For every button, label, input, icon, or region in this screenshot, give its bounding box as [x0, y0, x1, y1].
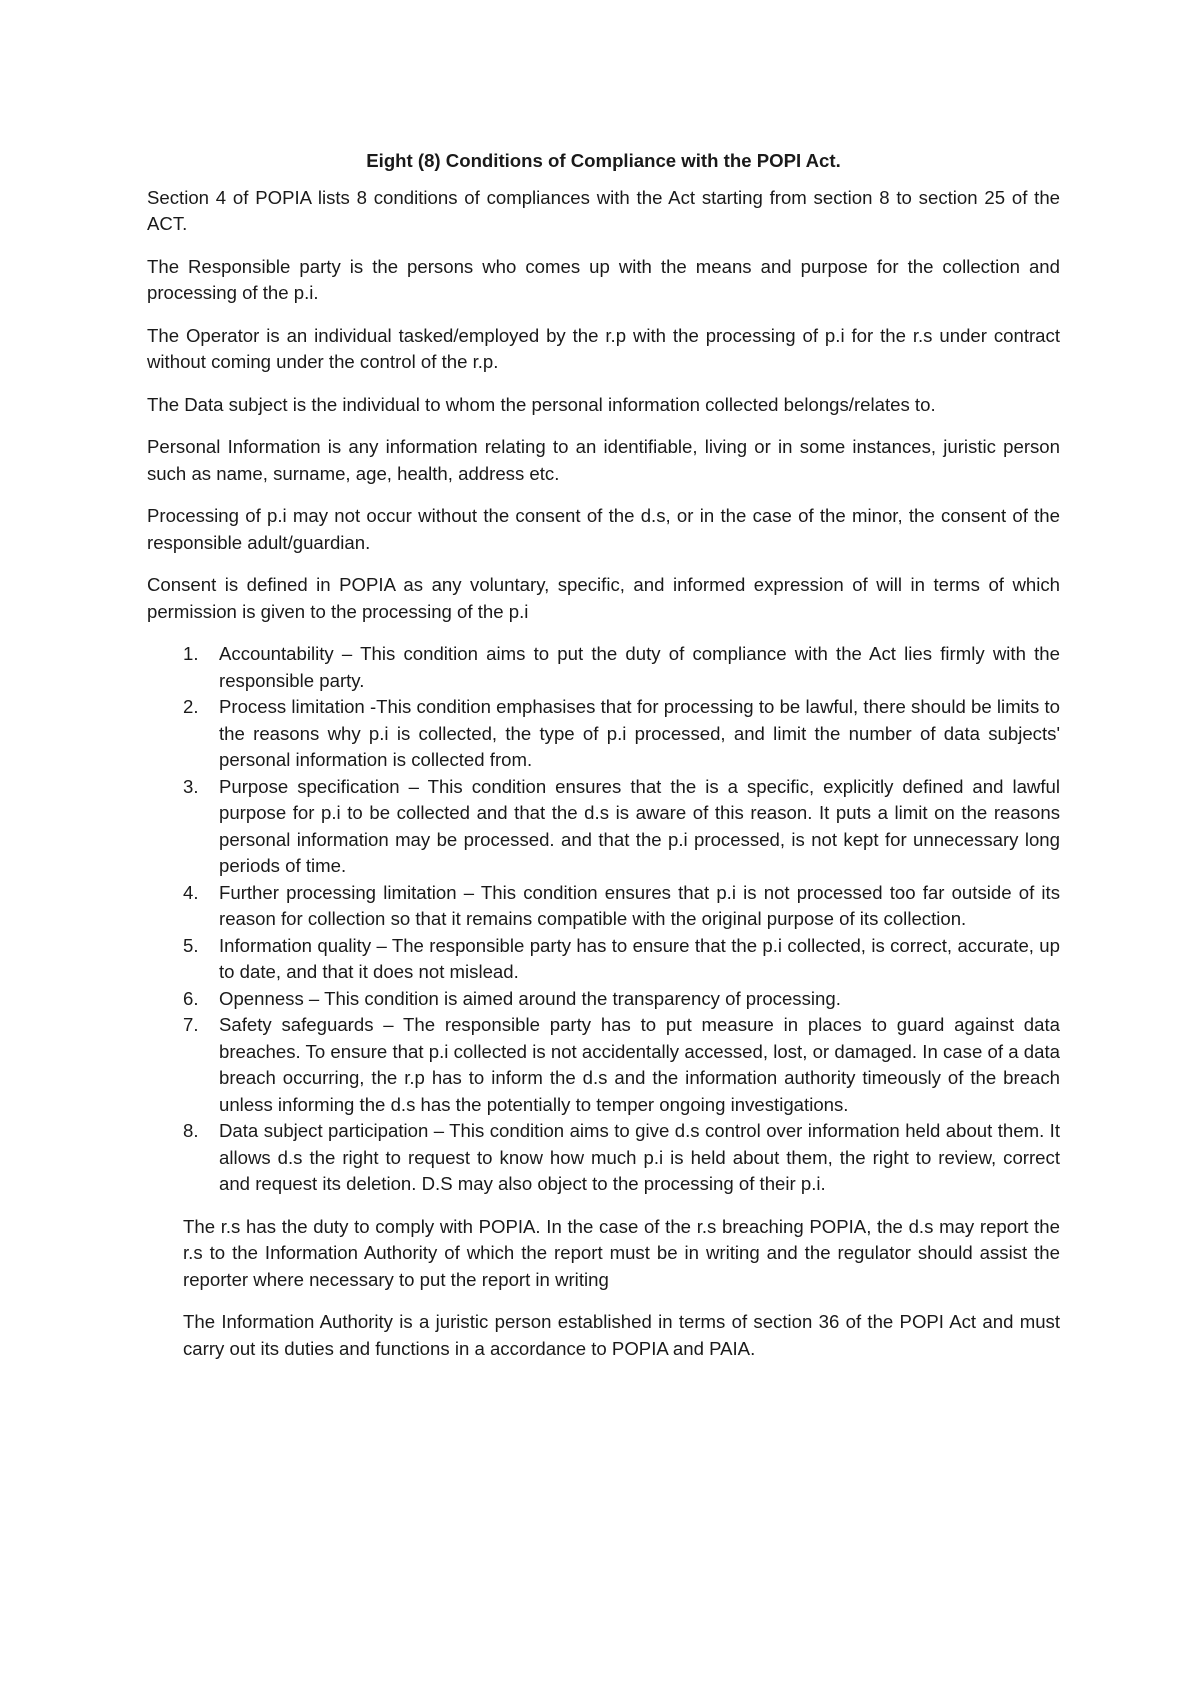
- list-item-text: Process limitation -This condition emphasises that for processing to be lawful, there should be limits to the reasons why p.i is collected, the type of p.i processed, and limit the number of data subjects' personal information is collected from.: [219, 696, 1060, 770]
- paragraph-consent-definition: Consent is defined in POPIA as any voluntary, specific, and informed expression of will in terms of which permission is given to the processing of the p.i: [147, 574, 1060, 622]
- list-item-text: Data subject participation – This condition aims to give d.s control over information held about them. It allows d.s the right to request to know how much p.i is held about them, the right to review, correct and request its deletion. D.S may also object to the processing of their p.i.: [219, 1120, 1060, 1194]
- paragraph-section-4: Section 4 of POPIA lists 8 conditions of compliances with the Act starting from section 8 to section 25 of the ACT.: [147, 186, 1060, 234]
- list-item: [147, 1012, 1060, 1118]
- list-item-number: 8.: [183, 1120, 199, 1141]
- list-item-number: 1.: [183, 643, 199, 664]
- paragraph-duty-to-comply: The r.s has the duty to comply with POPIA. In the case of the r.s breaching POPIA, the d.s may report the r.s to the Information Authority of which the report must be in writing and the regulator should assist the reporter where necessary to put the report in writing: [183, 1215, 1060, 1290]
- document-title: Eight (8) Conditions of Compliance with the POPI Act.: [366, 150, 841, 171]
- paragraph-information-authority: The Information Authority is a juristic person established in terms of section 36 of the POPI Act and must carry out its duties and functions in a accordance to POPIA and PAIA.: [183, 1311, 1060, 1359]
- paragraph-responsible-party: The Responsible party is the persons who comes up with the means and purpose for the collection and processing of the p.i.: [147, 255, 1060, 303]
- paragraph-operator: The Operator is an individual tasked/employed by the r.p with the processing of p.i for the r.s under contract without coming under the control of the r.p.: [147, 324, 1060, 372]
- list-item: [147, 880, 1060, 933]
- list-item-text: Accountability – This condition aims to put the duty of compliance with the Act lies firmly with the responsible party.: [219, 643, 1060, 691]
- paragraph-processing-consent: Processing of p.i may not occur without the consent of the d.s, or in the case of the minor, the consent of the responsible adult/guardian.: [147, 505, 1060, 553]
- list-item-number: 4.: [183, 881, 199, 903]
- list-item: [147, 774, 1060, 880]
- list-item: [147, 933, 1060, 986]
- list-item-text: Further processing limitation – This condition ensures that p.i is not processed too far outside of its reason for collection so that it remains compatible with the original purpose of its collection.: [219, 881, 1060, 929]
- conditions-list: [147, 641, 1060, 1198]
- list-item-number: 5.: [183, 934, 199, 956]
- list-item: [147, 694, 1060, 774]
- paragraph-personal-information: Personal Information is any information relating to an identifiable, living or in some instances, juristic person such as name, surname, age, health, address etc.: [147, 436, 1060, 484]
- list-item-number: 2.: [183, 696, 199, 717]
- list-item-text: Information quality – The responsible party has to ensure that the p.i collected, is correct, accurate, up to date, and that it does not mislead.: [219, 934, 1060, 982]
- list-item-text: Purpose specification – This condition ensures that the is a specific, explicitly defined and lawful purpose for p.i to be collected and that the d.s is aware of this reason. It puts a limit on the reasons personal information may be processed. and that the p.i processed, is not kept for unnecessary long periods of time.: [219, 775, 1060, 876]
- list-item: [147, 986, 1060, 1013]
- list-item-text: Openness – This condition is aimed around the transparency of processing.: [219, 987, 841, 1009]
- list-item: [147, 1118, 1060, 1198]
- paragraph-data-subject: The Data subject is the individual to whom the personal information collected belongs/relates to.: [147, 393, 936, 415]
- list-item-number: 7.: [183, 1014, 199, 1035]
- document-body: [147, 148, 1060, 1378]
- list-item-number: 6.: [183, 987, 199, 1009]
- list-item-number: 3.: [183, 775, 199, 797]
- list-item: [147, 641, 1060, 694]
- list-item-text: Safety safeguards – The responsible party has to put measure in places to guard against data breaches. To ensure that p.i collected is not accidentally accessed, lost, or damaged. In case of a data breach occurring, the r.p has to inform the d.s and the information authority timeously of the breach unless informing the d.s has the potentially to temper ongoing investigations.: [219, 1014, 1060, 1115]
